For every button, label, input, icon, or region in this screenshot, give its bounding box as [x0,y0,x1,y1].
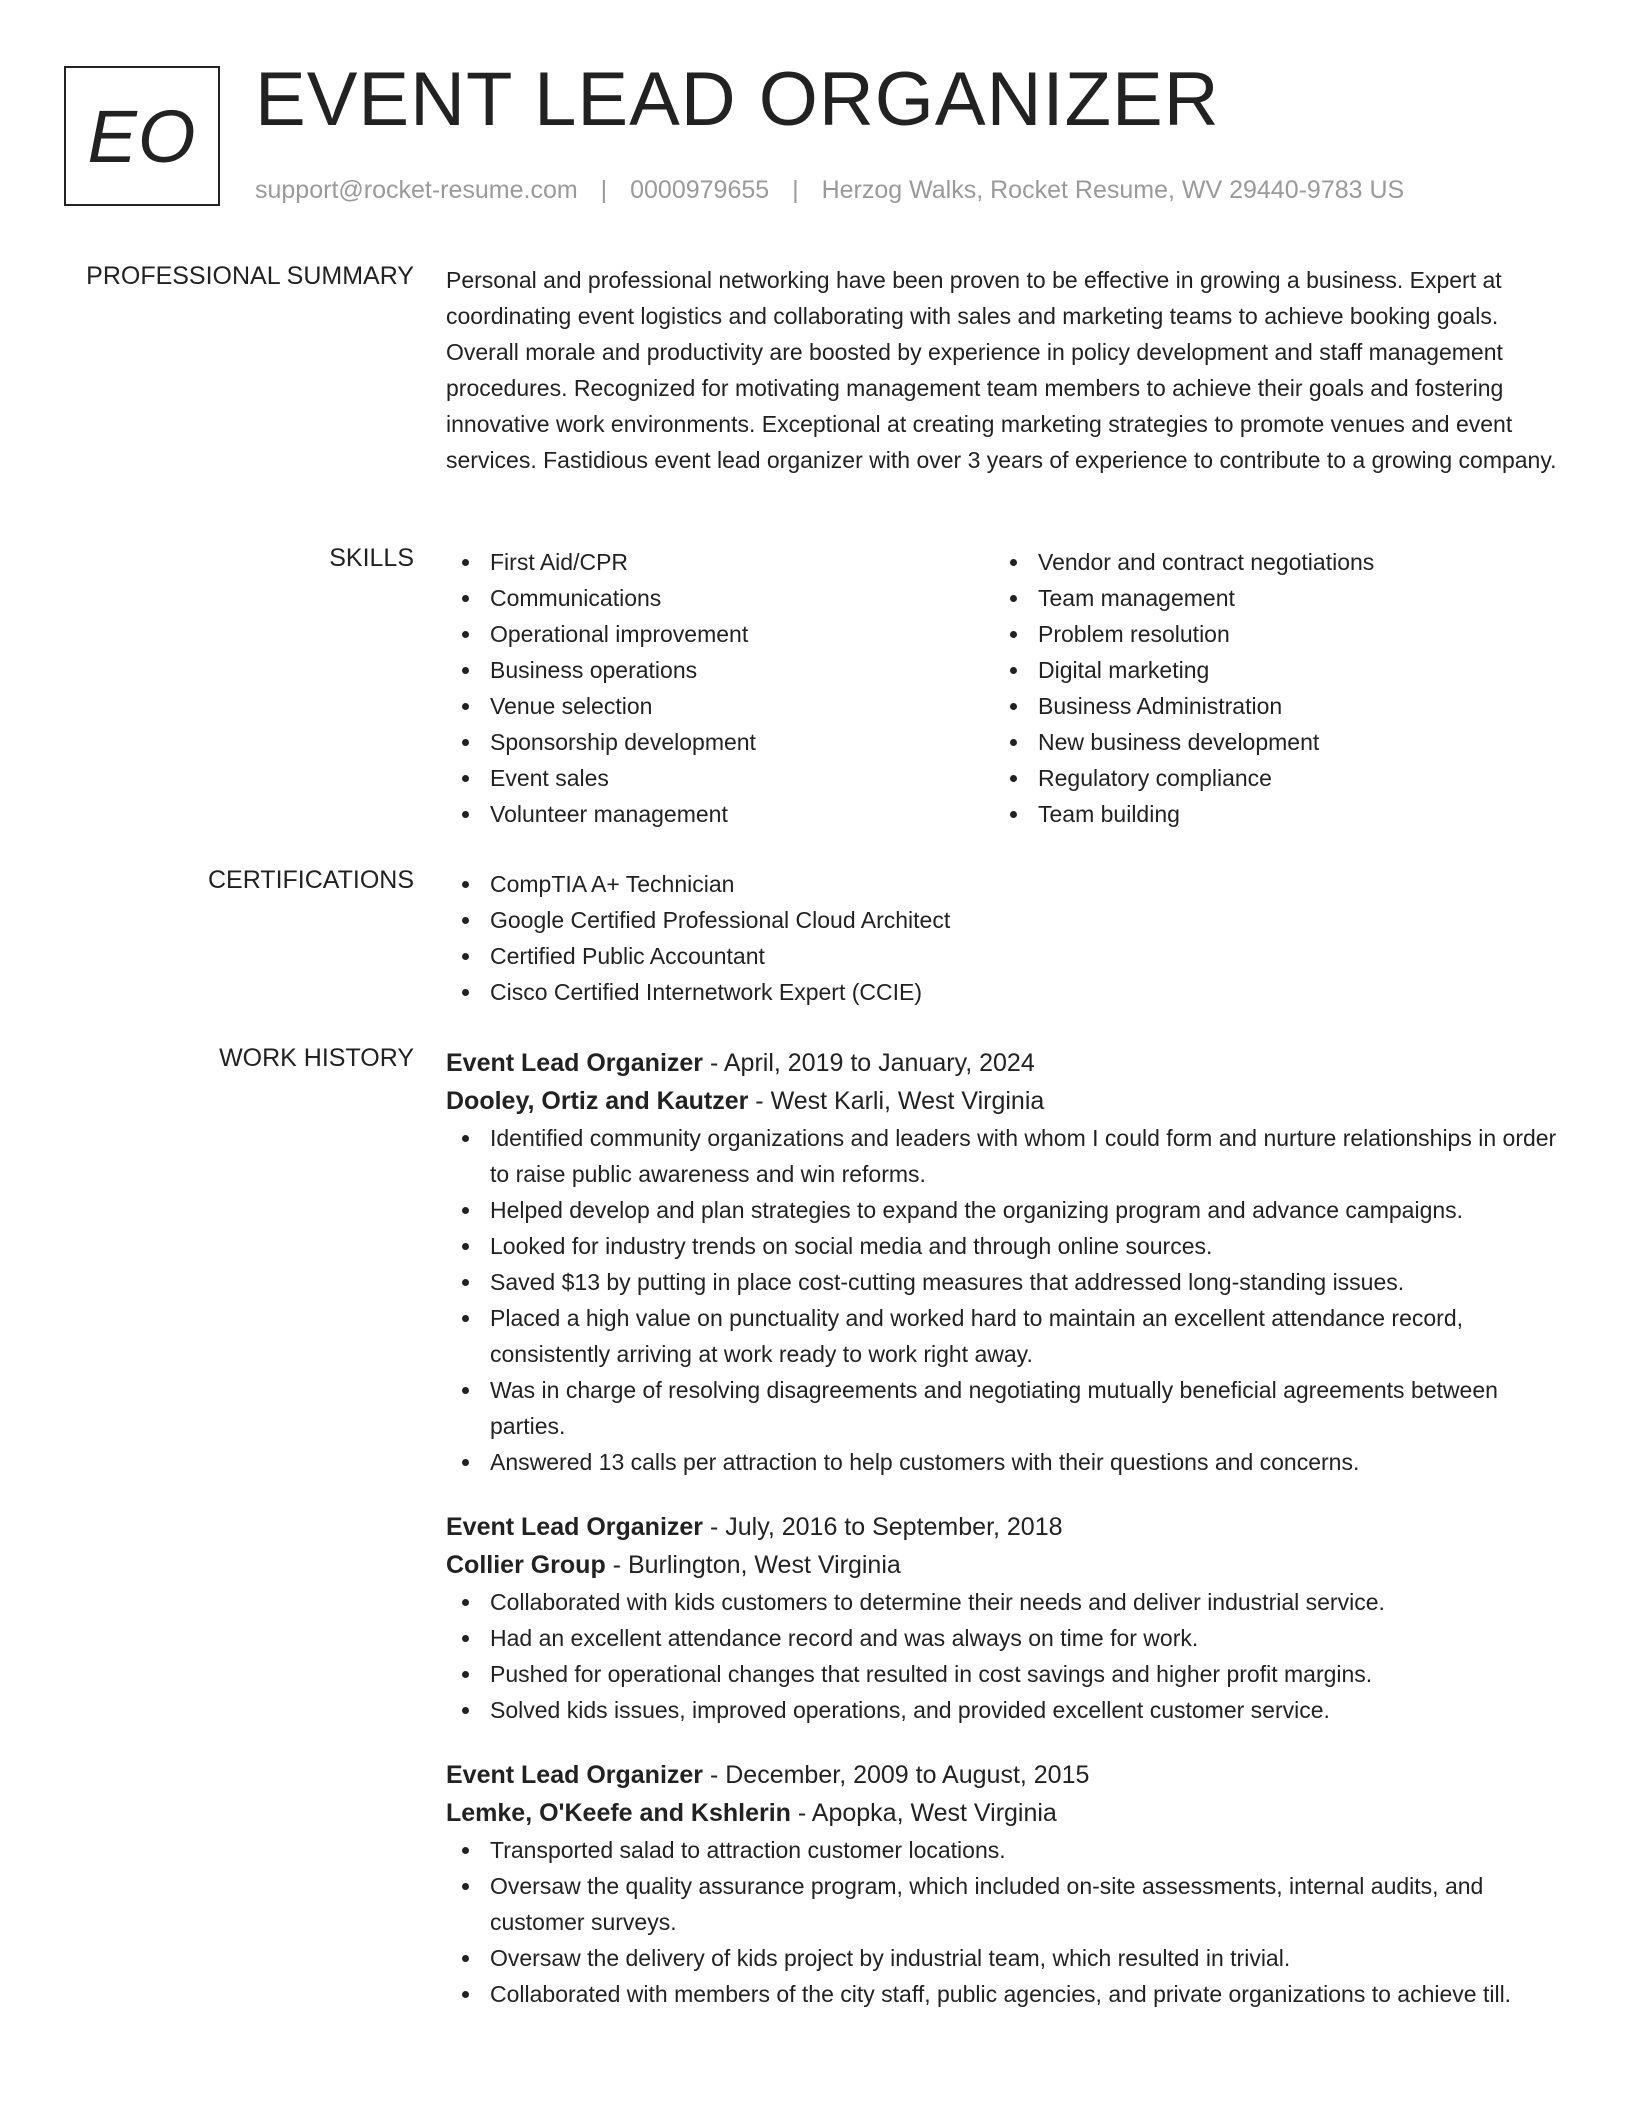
work-history-list [446,1044,1566,2040]
job-bullet: Helped develop and plan strategies to expand the organizing program and advance campaigns. [446,1192,1566,1228]
skill-item: Vendor and contract negotiations [994,544,1542,580]
job-title: Event Lead Organizer [446,1761,704,1789]
job-location: - Burlington, West Virginia [605,1551,901,1579]
skill-item: Volunteer management [446,796,994,832]
skills-list-left [446,544,994,832]
job-bullet-list [446,1584,1566,1728]
skill-item: New business development [994,724,1542,760]
job-entry [446,1508,1566,1728]
job-bullet: Saved $13 by putting in place cost-cutting measures that addressed long-standing issues. [446,1264,1566,1300]
certification-item: Google Certified Professional Cloud Architect [446,902,1566,938]
job-dates: - December, 2009 to August, 2015 [703,1761,1090,1789]
contact-phone: 0000979655 [630,176,770,204]
job-title: Event Lead Organizer [446,1049,704,1077]
job-bullet-list [446,1120,1566,1480]
job-company-line [446,1546,1566,1584]
monogram-box [64,66,220,206]
contact-separator: | [600,176,608,204]
skill-item: Operational improvement [446,616,994,652]
skill-item: Event sales [446,760,994,796]
skills-label: SKILLS [329,544,414,572]
job-bullet: Answered 13 calls per attraction to help customers with their questions and concerns. [446,1444,1566,1480]
skill-item: Problem resolution [994,616,1542,652]
certifications-content [446,866,1566,1010]
job-title-line [446,1508,1566,1546]
job-bullet: Oversaw the quality assurance program, which included on-site assessments, internal audits, and customer surveys. [446,1868,1566,1940]
job-company-line [446,1082,1566,1120]
job-bullet: Collaborated with members of the city staff, public agencies, and private organizations to achieve till. [446,1976,1566,2012]
skill-item: Venue selection [446,688,994,724]
contact-line [255,176,1404,205]
job-location: - Apopka, West Virginia [790,1799,1057,1827]
job-bullet: Transported salad to attraction customer locations. [446,1832,1566,1868]
summary-label: PROFESSIONAL SUMMARY [86,262,414,290]
skill-item: Digital marketing [994,652,1542,688]
job-bullet: Solved kids issues, improved operations, and provided excellent customer service. [446,1692,1566,1728]
job-company-line [446,1794,1566,1832]
job-bullet: Looked for industry trends on social media and through online sources. [446,1228,1566,1264]
summary-text: Personal and professional networking have been proven to be effective in growing a business. Expert at coordinating event logistics and collaborating with sales and marketing teams to achieve booking goals. Overall morale and productivity are boosted by experience in policy development and staff management procedures. Recognized for motivating management team members to achieve their goals and fostering innovative work environments. Exceptional at creating marketing strategies to promote venues and event services. Fastidious event lead organizer with over 3 years of experience to contribute to a growing company. [446,267,1557,473]
job-bullet: Had an excellent attendance record and was always on time for work. [446,1620,1566,1656]
job-entry [446,1756,1566,2012]
certification-item: CompTIA A+ Technician [446,866,1566,902]
contact-address: Herzog Walks, Rocket Resume, WV 29440-9783 US [821,176,1405,204]
job-title: Event Lead Organizer [446,1513,704,1541]
resume-title: EVENT LEAD ORGANIZER [255,57,1220,142]
skill-item: Regulatory compliance [994,760,1542,796]
work-label: WORK HISTORY [219,1044,414,1072]
job-entry [446,1044,1566,1480]
contact-separator: | [792,176,799,204]
skill-item: Sponsorship development [446,724,994,760]
job-company: Collier Group [446,1551,606,1579]
skills-grid [446,544,1566,832]
certifications-list [446,866,1566,1010]
job-company: Lemke, O'Keefe and Kshlerin [446,1799,791,1827]
skill-item: Team building [994,796,1542,832]
monogram-initials: EO [87,94,197,178]
job-bullet: Identified community organizations and leaders with whom I could form and nurture relationships in order to raise public awareness and win reforms. [446,1120,1566,1192]
skill-item: Communications [446,580,994,616]
job-title-line [446,1044,1566,1082]
certification-item: Cisco Certified Internetwork Expert (CCIE) [446,974,1566,1010]
job-bullet: Was in charge of resolving disagreements and negotiating mutually beneficial agreements between parties. [446,1372,1566,1444]
certification-item: Certified Public Accountant [446,938,1566,974]
skill-item: Team management [994,580,1542,616]
job-company: Dooley, Ortiz and Kautzer [446,1087,749,1115]
job-bullet: Oversaw the delivery of kids project by industrial team, which resulted in trivial. [446,1940,1566,1976]
skill-item: Business Administration [994,688,1542,724]
skill-item: First Aid/CPR [446,544,994,580]
job-dates: - July, 2016 to September, 2018 [703,1513,1063,1541]
skills-list-right [994,544,1542,832]
job-bullet: Pushed for operational changes that resulted in cost savings and higher profit margins. [446,1656,1566,1692]
job-bullet: Collaborated with kids customers to determine their needs and deliver industrial service. [446,1584,1566,1620]
job-dates: - April, 2019 to January, 2024 [703,1049,1035,1077]
job-bullet-list [446,1832,1566,2012]
skill-item: Business operations [446,652,994,688]
contact-email: support@rocket-resume.com [255,176,578,204]
job-title-line [446,1756,1566,1794]
certifications-label: CERTIFICATIONS [207,866,414,894]
job-bullet: Placed a high value on punctuality and worked hard to maintain an excellent attendance record, consistently arriving at work ready to work right away. [446,1300,1566,1372]
job-location: - West Karli, West Virginia [748,1087,1045,1115]
